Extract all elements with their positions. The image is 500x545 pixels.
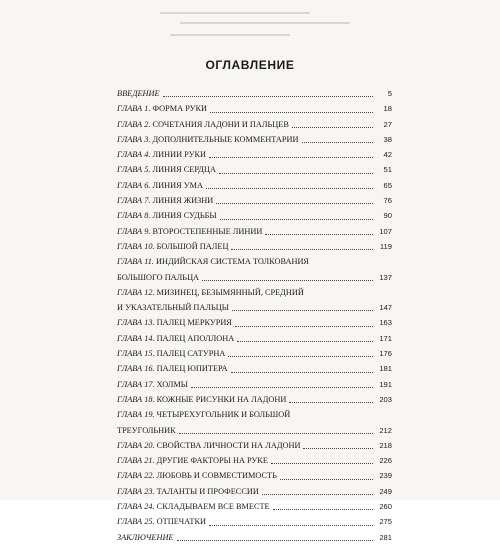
chapter-number: ГЛАВА 8. — [117, 211, 151, 221]
toc-entry — [117, 285, 392, 316]
toc-entry-label — [117, 377, 188, 392]
toc-entry — [117, 147, 392, 162]
toc-entry — [117, 499, 392, 514]
toc-entry-label — [117, 438, 300, 453]
page-number: 38 — [383, 134, 392, 144]
dot-leader — [191, 387, 373, 388]
toc-entry — [117, 484, 392, 499]
chapter-number: ГЛАВА 17. — [117, 379, 155, 389]
page-number: 226 — [379, 456, 392, 466]
toc-entry — [117, 346, 392, 361]
toc-entry-label — [117, 392, 286, 407]
dot-leader — [265, 234, 373, 235]
toc-entry-label — [117, 239, 228, 254]
page-number: 191 — [379, 379, 392, 389]
chapter-number: ГЛАВА 22. — [117, 471, 155, 481]
toc-entry-line-1 — [117, 254, 392, 269]
dot-leader — [228, 356, 373, 357]
page-number: 163 — [379, 318, 392, 328]
chapter-title-continued: ТРЕУГОЛЬНИК — [117, 425, 176, 435]
chapter-number: ГЛАВА 16. — [117, 364, 155, 374]
chapter-title: СВОЙСТВА ЛИЧНОСТИ НА ЛАДОНИ — [156, 440, 301, 450]
dot-leader — [163, 96, 373, 97]
dot-leader — [216, 203, 373, 204]
chapter-title: ОТПЕЧАТКИ — [156, 517, 207, 527]
dot-leader — [232, 310, 373, 311]
chapter-number: ГЛАВА 9. — [117, 226, 151, 236]
chapter-title: ЛЮБОВЬ И СОВМЕСТИМОСТЬ — [156, 471, 277, 481]
page-number: 212 — [379, 425, 392, 435]
show-through-text — [140, 8, 370, 44]
toc-entry-label — [117, 132, 299, 147]
toc-entry-label — [117, 331, 234, 346]
toc-entry-label — [117, 178, 203, 193]
dot-leader — [289, 402, 373, 403]
toc-entry — [117, 377, 392, 392]
chapter-title: ХОЛМЫ — [156, 379, 189, 389]
page-number: 51 — [383, 165, 392, 175]
toc-entry-label — [117, 315, 232, 330]
chapter-number: ГЛАВА 20. — [117, 440, 155, 450]
dot-leader — [177, 540, 374, 541]
toc-entry-label — [117, 162, 216, 177]
page-number: 176 — [379, 349, 392, 359]
chapter-title: СКЛАДЫВАЕМ ВСЕ ВМЕСТЕ — [156, 502, 270, 512]
toc-entry-label — [117, 208, 217, 223]
chapter-title-continued: И УКАЗАТЕЛЬНЫЙ ПАЛЬЦЫ — [117, 303, 229, 313]
dot-leader — [210, 112, 373, 113]
toc-entry-label — [117, 530, 174, 545]
page-number: 181 — [379, 364, 392, 374]
dot-leader — [231, 249, 373, 250]
chapter-title: ЧЕТЫРЕХУГОЛЬНИК И БОЛЬШОЙ — [156, 410, 291, 420]
toc-entry-label — [117, 101, 207, 116]
chapter-number: ГЛАВА 13. — [117, 318, 155, 328]
dot-leader — [273, 509, 373, 510]
toc-entry-label — [117, 453, 268, 468]
toc-entry-label — [117, 468, 277, 483]
dot-leader — [302, 142, 374, 143]
chapter-number: ГЛАВА 23. — [117, 486, 155, 496]
dot-leader — [209, 525, 373, 526]
page-number: 90 — [383, 211, 392, 221]
page-number: 147 — [379, 303, 392, 313]
toc-entry-label — [117, 224, 262, 239]
chapter-title: ПАЛЕЦ МЕРКУРИЯ — [156, 318, 232, 328]
toc-entry-label — [117, 86, 160, 101]
toc-entry — [117, 361, 392, 376]
toc-entry-label — [117, 499, 270, 514]
toc-entry — [117, 117, 392, 132]
dot-leader — [209, 157, 373, 158]
toc-entry — [117, 392, 392, 407]
chapter-title: ИНДИЙСКАЯ СИСТЕМА ТОЛКОВАНИЯ — [156, 257, 309, 267]
dot-leader — [237, 341, 373, 342]
toc-entry — [117, 254, 392, 285]
dot-leader — [220, 219, 373, 220]
chapter-number: ЗАКЛЮЧЕНИЕ — [117, 532, 174, 542]
toc-entry-line-1 — [117, 407, 392, 422]
page-number: 42 — [383, 150, 392, 160]
chapter-title: ЛИНИЯ СЕРДЦА — [152, 165, 216, 175]
chapter-number: ГЛАВА 7. — [117, 196, 151, 206]
toc-entry — [117, 178, 392, 193]
chapter-title: МИЗИНЕЦ, БЕЗЫМЯННЫЙ, СРЕДНИЙ — [156, 287, 304, 297]
toc-entry — [117, 208, 392, 223]
page-number: 137 — [379, 272, 392, 282]
page-number: 260 — [379, 502, 392, 512]
toc-entry-label — [117, 193, 213, 208]
chapter-title: ЛИНИЯ ЖИЗНИ — [152, 196, 214, 206]
toc-entry — [117, 239, 392, 254]
chapter-number: ГЛАВА 6. — [117, 180, 151, 190]
toc-entry-label — [117, 484, 259, 499]
chapter-number: ГЛАВА 19. — [117, 410, 155, 420]
chapter-number: ГЛАВА 1. — [117, 104, 151, 114]
toc-entry-label — [117, 117, 289, 132]
dot-leader — [231, 372, 373, 373]
chapter-title: ДРУГИЕ ФАКТОРЫ НА РУКЕ — [156, 456, 268, 466]
dot-leader — [206, 188, 373, 189]
chapter-number: ГЛАВА 24. — [117, 502, 155, 512]
chapter-title: ПАЛЕЦ САТУРНА — [156, 349, 226, 359]
chapter-number: ГЛАВА 12. — [117, 287, 155, 297]
toc-entry-line-2 — [117, 423, 392, 438]
chapter-title: ЛИНИИ РУКИ — [152, 150, 206, 160]
toc-entry — [117, 315, 392, 330]
chapter-number: ГЛАВА 2. — [117, 119, 151, 129]
chapter-number: ГЛАВА 11. — [117, 257, 154, 267]
chapter-number: ГЛАВА 5. — [117, 165, 151, 175]
dot-leader — [271, 463, 373, 464]
toc-entry — [117, 86, 392, 101]
page-number: 203 — [379, 394, 392, 404]
page-number: 119 — [379, 241, 392, 251]
chapter-number: ГЛАВА 10. — [117, 241, 155, 251]
page-number: 239 — [379, 471, 392, 481]
chapter-title: КОЖНЫЕ РИСУНКИ НА ЛАДОНИ — [156, 394, 287, 404]
toc-entry — [117, 331, 392, 346]
page-number: 249 — [379, 486, 392, 496]
chapter-title: ТАЛАНТЫ И ПРОФЕССИИ — [156, 486, 259, 496]
chapter-title: ЛИНИЯ СУДЬБЫ — [152, 211, 217, 221]
toc-entry — [117, 162, 392, 177]
table-of-contents — [117, 86, 392, 545]
toc-entry — [117, 530, 392, 545]
page-number: 275 — [379, 517, 392, 527]
page-number: 18 — [383, 104, 392, 114]
chapter-title-continued: БОЛЬШОГО ПАЛЬЦА — [117, 272, 200, 282]
chapter-number: ГЛАВА 4. — [117, 150, 151, 160]
dot-leader — [262, 494, 373, 495]
toc-entry-label — [117, 346, 225, 361]
chapter-title: ЛИНИЯ УМА — [152, 180, 203, 190]
toc-entry-line-2 — [117, 300, 392, 315]
page-number: 107 — [379, 226, 392, 236]
chapter-number: ГЛАВА 21. — [117, 456, 155, 466]
dot-leader — [202, 280, 373, 281]
page-number: 65 — [383, 180, 392, 190]
dot-leader — [235, 326, 373, 327]
chapter-title: ПАЛЕЦ АПОЛЛОНА — [156, 333, 235, 343]
page-number: 171 — [379, 333, 392, 343]
toc-entry-label — [117, 147, 206, 162]
chapter-number: ВВЕДЕНИЕ — [117, 89, 160, 98]
chapter-title: ПАЛЕЦ ЮПИТЕРА — [156, 364, 228, 374]
chapter-title: ФОРМА РУКИ — [152, 104, 208, 114]
dot-leader — [179, 433, 373, 434]
toc-entry — [117, 101, 392, 116]
dot-leader — [292, 127, 373, 128]
toc-entry — [117, 514, 392, 529]
chapter-title: БОЛЬШОЙ ПАЛЕЦ — [156, 241, 229, 251]
dot-leader — [280, 479, 373, 480]
toc-entry — [117, 438, 392, 453]
toc-entry-line-2 — [117, 270, 392, 285]
page-number: 76 — [383, 196, 392, 206]
chapter-title: СОЧЕТАНИЯ ЛАДОНИ И ПАЛЬЦЕВ — [152, 119, 289, 129]
toc-entry-line-1 — [117, 285, 392, 300]
toc-entry-label — [117, 361, 228, 376]
toc-entry — [117, 224, 392, 239]
toc-entry-label — [117, 514, 206, 529]
chapter-number: ГЛАВА 25. — [117, 517, 155, 527]
chapter-number: ГЛАВА 18. — [117, 394, 155, 404]
dot-leader — [219, 173, 373, 174]
toc-entry — [117, 468, 392, 483]
chapter-number: ГЛАВА 14. — [117, 333, 155, 343]
chapter-number: ГЛАВА 15. — [117, 349, 155, 359]
page-number: 281 — [379, 532, 392, 542]
toc-entry — [117, 453, 392, 468]
page-number: 27 — [383, 119, 392, 129]
page-title: ОГЛАВЛЕНИЕ — [205, 58, 295, 72]
page-number: 218 — [379, 440, 392, 450]
chapter-title: ДОПОЛНИТЕЛЬНЫЕ КОММЕНТАРИИ — [152, 134, 299, 144]
toc-entry — [117, 132, 392, 147]
toc-entry — [117, 407, 392, 438]
toc-entry — [117, 193, 392, 208]
chapter-number: ГЛАВА 3. — [117, 134, 151, 144]
page-number: 5 — [387, 89, 392, 98]
chapter-title: ВТОРОСТЕПЕННЫЕ ЛИНИИ — [152, 226, 263, 236]
dot-leader — [303, 448, 373, 449]
